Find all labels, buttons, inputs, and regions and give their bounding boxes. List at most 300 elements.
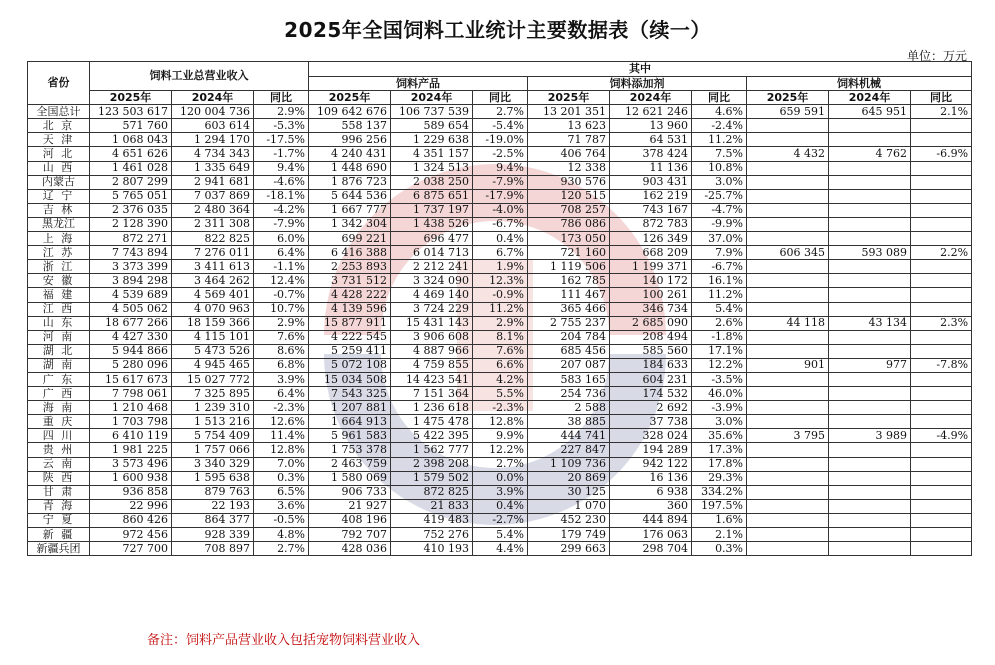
value-cell: [747, 415, 829, 429]
value-cell: 4.2%: [473, 372, 528, 386]
value-cell: 12.8%: [473, 415, 528, 429]
value-cell: 645 951: [829, 105, 911, 119]
province-cell: 河 北: [28, 147, 90, 161]
value-cell: 12 338: [528, 161, 610, 175]
value-cell: 120 004 736: [172, 105, 254, 119]
value-cell: -7.9%: [473, 175, 528, 189]
header-total-revenue: 饲料工业总营业收入: [90, 62, 309, 91]
value-cell: [747, 119, 829, 133]
value-cell: -25.7%: [692, 189, 747, 203]
province-cell: 四 川: [28, 429, 90, 443]
value-cell: 22 193: [172, 499, 254, 513]
value-cell: 9.4%: [473, 161, 528, 175]
value-cell: 2 212 241: [391, 260, 473, 274]
value-cell: [747, 443, 829, 457]
value-cell: 1 119 506: [528, 260, 610, 274]
value-cell: 11.2%: [473, 302, 528, 316]
value-cell: 30 125: [528, 485, 610, 499]
header-yoy: 同比: [911, 91, 972, 105]
value-cell: 2 941 681: [172, 175, 254, 189]
value-cell: -1.8%: [692, 330, 747, 344]
table-row: [28, 147, 972, 161]
value-cell: 64 531: [610, 133, 692, 147]
province-cell: 江 苏: [28, 246, 90, 260]
value-cell: [747, 217, 829, 231]
value-cell: 13 201 351: [528, 105, 610, 119]
value-cell: 5 754 409: [172, 429, 254, 443]
value-cell: [747, 175, 829, 189]
value-cell: 7 325 895: [172, 387, 254, 401]
value-cell: [829, 232, 911, 246]
value-cell: 659 591: [747, 105, 829, 119]
value-cell: [747, 232, 829, 246]
value-cell: 6.6%: [473, 358, 528, 372]
value-cell: [747, 401, 829, 415]
value-cell: [911, 133, 972, 147]
value-cell: 7.6%: [473, 344, 528, 358]
value-cell: 299 663: [528, 542, 610, 556]
value-cell: 7.5%: [692, 147, 747, 161]
value-cell: 860 426: [90, 513, 172, 527]
value-cell: 4.4%: [473, 542, 528, 556]
value-cell: 593 089: [829, 246, 911, 260]
table-row: [28, 401, 972, 415]
table-row: [28, 387, 972, 401]
value-cell: 1 294 170: [172, 133, 254, 147]
value-cell: 4.6%: [692, 105, 747, 119]
value-cell: 1 703 798: [90, 415, 172, 429]
value-cell: 604 231: [610, 372, 692, 386]
value-cell: 0.3%: [692, 542, 747, 556]
value-cell: 1 335 649: [172, 161, 254, 175]
value-cell: [829, 189, 911, 203]
province-cell: 广 东: [28, 372, 90, 386]
value-cell: 1 475 478: [391, 415, 473, 429]
value-cell: 2.3%: [911, 316, 972, 330]
value-cell: 10.7%: [254, 302, 309, 316]
value-cell: 872 783: [610, 217, 692, 231]
value-cell: [747, 274, 829, 288]
table-row: [28, 415, 972, 429]
value-cell: 6 875 651: [391, 189, 473, 203]
value-cell: 1 757 066: [172, 443, 254, 457]
value-cell: 1 981 225: [90, 443, 172, 457]
value-cell: 16 136: [610, 471, 692, 485]
province-cell: 新 疆: [28, 528, 90, 542]
value-cell: -7.8%: [911, 358, 972, 372]
value-cell: [829, 485, 911, 499]
value-cell: 15 034 508: [309, 372, 391, 386]
value-cell: 2 685 090: [610, 316, 692, 330]
table-row: [28, 119, 972, 133]
value-cell: 173 050: [528, 232, 610, 246]
value-cell: [911, 288, 972, 302]
value-cell: 0.0%: [473, 471, 528, 485]
value-cell: 3.9%: [254, 372, 309, 386]
value-cell: 12.2%: [692, 358, 747, 372]
value-cell: [911, 119, 972, 133]
value-cell: 12.3%: [473, 274, 528, 288]
value-cell: 20 869: [528, 471, 610, 485]
value-cell: 38 885: [528, 415, 610, 429]
value-cell: -4.9%: [911, 429, 972, 443]
value-cell: 4 139 596: [309, 302, 391, 316]
table-row: [28, 429, 972, 443]
value-cell: 35.6%: [692, 429, 747, 443]
value-cell: 13 623: [528, 119, 610, 133]
header-year-2024: 2024年: [829, 91, 911, 105]
value-cell: [829, 260, 911, 274]
value-cell: [747, 528, 829, 542]
table-row: [28, 499, 972, 513]
value-cell: -0.5%: [254, 513, 309, 527]
value-cell: 2 807 299: [90, 175, 172, 189]
value-cell: [829, 471, 911, 485]
value-cell: 4 222 545: [309, 330, 391, 344]
table-row: [28, 528, 972, 542]
value-cell: 6 416 388: [309, 246, 391, 260]
value-cell: 603 614: [172, 119, 254, 133]
table-row: [28, 260, 972, 274]
value-cell: 7.6%: [254, 330, 309, 344]
value-cell: 207 087: [528, 358, 610, 372]
header-machinery: 饲料机械: [747, 77, 972, 91]
value-cell: 4 651 626: [90, 147, 172, 161]
province-cell: 内蒙古: [28, 175, 90, 189]
province-cell: 重 庆: [28, 415, 90, 429]
value-cell: 410 193: [391, 542, 473, 556]
value-cell: 872 271: [90, 232, 172, 246]
value-cell: [747, 330, 829, 344]
value-cell: 6.4%: [254, 246, 309, 260]
value-cell: 903 431: [610, 175, 692, 189]
value-cell: [747, 133, 829, 147]
value-cell: [911, 443, 972, 457]
province-cell: 吉 林: [28, 203, 90, 217]
value-cell: 176 063: [610, 528, 692, 542]
value-cell: 334.2%: [692, 485, 747, 499]
value-cell: 9.9%: [473, 429, 528, 443]
province-cell: 浙 江: [28, 260, 90, 274]
value-cell: 15 431 143: [391, 316, 473, 330]
table-row: [28, 232, 972, 246]
value-cell: [911, 217, 972, 231]
value-cell: 2 480 364: [172, 203, 254, 217]
value-cell: 15 617 673: [90, 372, 172, 386]
value-cell: 5.4%: [692, 302, 747, 316]
value-cell: [911, 203, 972, 217]
value-cell: 3 464 262: [172, 274, 254, 288]
province-cell: 安 徽: [28, 274, 90, 288]
value-cell: 12.8%: [254, 443, 309, 457]
value-cell: 15 027 772: [172, 372, 254, 386]
value-cell: [829, 288, 911, 302]
value-cell: 2.7%: [473, 457, 528, 471]
table-row: [28, 161, 972, 175]
header-additives: 饲料添加剂: [528, 77, 747, 91]
value-cell: [829, 387, 911, 401]
page-title: 2025年全国饲料工业统计主要数据表（续一）: [284, 18, 711, 42]
value-cell: 1 580 069: [309, 471, 391, 485]
value-cell: 7 037 869: [172, 189, 254, 203]
value-cell: 6 938: [610, 485, 692, 499]
value-cell: 140 172: [610, 274, 692, 288]
value-cell: [829, 161, 911, 175]
table-body: [28, 105, 972, 556]
value-cell: 1 109 736: [528, 457, 610, 471]
value-cell: -6.7%: [692, 260, 747, 274]
value-cell: 558 137: [309, 119, 391, 133]
province-cell: 天 津: [28, 133, 90, 147]
value-cell: 346 734: [610, 302, 692, 316]
table-row: [28, 288, 972, 302]
value-cell: 0.4%: [473, 499, 528, 513]
value-cell: 3 731 512: [309, 274, 391, 288]
value-cell: 685 456: [528, 344, 610, 358]
value-cell: [911, 232, 972, 246]
value-cell: -0.7%: [254, 288, 309, 302]
table-row: [28, 274, 972, 288]
province-cell: 新疆兵团: [28, 542, 90, 556]
value-cell: 4 759 855: [391, 358, 473, 372]
value-cell: 1 070: [528, 499, 610, 513]
value-cell: 996 256: [309, 133, 391, 147]
value-cell: 8.1%: [473, 330, 528, 344]
value-cell: [911, 189, 972, 203]
value-cell: 17.8%: [692, 457, 747, 471]
value-cell: 0.3%: [254, 471, 309, 485]
value-cell: [829, 119, 911, 133]
value-cell: 906 733: [309, 485, 391, 499]
value-cell: 4 351 157: [391, 147, 473, 161]
value-cell: 428 036: [309, 542, 391, 556]
value-cell: [829, 528, 911, 542]
value-cell: [911, 401, 972, 415]
value-cell: -9.9%: [692, 217, 747, 231]
value-cell: 14 423 541: [391, 372, 473, 386]
value-cell: [829, 274, 911, 288]
value-cell: 197.5%: [692, 499, 747, 513]
province-cell: 海 南: [28, 401, 90, 415]
value-cell: 4 762: [829, 147, 911, 161]
value-cell: -17.5%: [254, 133, 309, 147]
value-cell: 444 894: [610, 513, 692, 527]
value-cell: 17.1%: [692, 344, 747, 358]
value-cell: 11 136: [610, 161, 692, 175]
table-row: [28, 457, 972, 471]
value-cell: [747, 485, 829, 499]
value-cell: 111 467: [528, 288, 610, 302]
value-cell: [911, 513, 972, 527]
value-cell: 972 456: [90, 528, 172, 542]
value-cell: [747, 387, 829, 401]
value-cell: 1 210 468: [90, 401, 172, 415]
header-province: 省份: [28, 62, 90, 105]
value-cell: 7 543 325: [309, 387, 391, 401]
value-cell: 4 115 101: [172, 330, 254, 344]
value-cell: 5 473 526: [172, 344, 254, 358]
value-cell: 7.0%: [254, 457, 309, 471]
value-cell: -5.3%: [254, 119, 309, 133]
value-cell: 2 376 035: [90, 203, 172, 217]
value-cell: 1 461 028: [90, 161, 172, 175]
value-cell: 1 562 777: [391, 443, 473, 457]
table-row: [28, 302, 972, 316]
value-cell: 822 825: [172, 232, 254, 246]
value-cell: -4.7%: [692, 203, 747, 217]
value-cell: 2.9%: [254, 105, 309, 119]
value-cell: [829, 330, 911, 344]
header-among: 其中: [309, 62, 972, 77]
value-cell: 4.8%: [254, 528, 309, 542]
value-cell: 328 024: [610, 429, 692, 443]
value-cell: 2 588: [528, 401, 610, 415]
value-cell: 3 906 608: [391, 330, 473, 344]
value-cell: 1 199 371: [610, 260, 692, 274]
value-cell: 2 253 893: [309, 260, 391, 274]
value-cell: 419 483: [391, 513, 473, 527]
value-cell: 3 894 298: [90, 274, 172, 288]
value-cell: [911, 542, 972, 556]
value-cell: 1 513 216: [172, 415, 254, 429]
value-cell: -18.1%: [254, 189, 309, 203]
value-cell: 6.0%: [254, 232, 309, 246]
province-cell: 福 建: [28, 288, 90, 302]
value-cell: 12 621 246: [610, 105, 692, 119]
value-cell: 585 560: [610, 344, 692, 358]
province-cell: 上 海: [28, 232, 90, 246]
value-cell: [747, 260, 829, 274]
value-cell: [829, 203, 911, 217]
header-yoy: 同比: [692, 91, 747, 105]
header-year-2024: 2024年: [172, 91, 254, 105]
table-row: [28, 542, 972, 556]
value-cell: 21 927: [309, 499, 391, 513]
header-year-2024: 2024年: [610, 91, 692, 105]
value-cell: 1 207 881: [309, 401, 391, 415]
table-row: [28, 133, 972, 147]
value-cell: 2 398 208: [391, 457, 473, 471]
value-cell: 3 373 399: [90, 260, 172, 274]
value-cell: 12.2%: [473, 443, 528, 457]
value-cell: 3.0%: [692, 175, 747, 189]
value-cell: 4 469 140: [391, 288, 473, 302]
value-cell: 15 877 911: [309, 316, 391, 330]
value-cell: 179 749: [528, 528, 610, 542]
value-cell: [911, 175, 972, 189]
value-cell: 18 677 266: [90, 316, 172, 330]
value-cell: 7.9%: [692, 246, 747, 260]
province-cell: 全国总计: [28, 105, 90, 119]
value-cell: [747, 161, 829, 175]
province-cell: 宁 夏: [28, 513, 90, 527]
province-cell: 山 东: [28, 316, 90, 330]
value-cell: 1 438 526: [391, 217, 473, 231]
value-cell: 3.9%: [473, 485, 528, 499]
value-cell: 2 311 308: [172, 217, 254, 231]
value-cell: 571 760: [90, 119, 172, 133]
value-cell: 444 741: [528, 429, 610, 443]
value-cell: 4 505 062: [90, 302, 172, 316]
value-cell: 123 503 617: [90, 105, 172, 119]
value-cell: 708 257: [528, 203, 610, 217]
header-yoy: 同比: [254, 91, 309, 105]
value-cell: 2 463 759: [309, 457, 391, 471]
value-cell: 668 209: [610, 246, 692, 260]
value-cell: 4 945 465: [172, 358, 254, 372]
unit-label: 单位：万元: [906, 49, 967, 63]
value-cell: 21 833: [391, 499, 473, 513]
value-cell: 583 165: [528, 372, 610, 386]
table-row: [28, 217, 972, 231]
value-cell: 3 411 613: [172, 260, 254, 274]
value-cell: 106 737 539: [391, 105, 473, 119]
value-cell: 12.6%: [254, 415, 309, 429]
value-cell: 162 219: [610, 189, 692, 203]
value-cell: [911, 302, 972, 316]
value-cell: 109 642 676: [309, 105, 391, 119]
value-cell: [911, 372, 972, 386]
value-cell: 2 128 390: [90, 217, 172, 231]
value-cell: 208 494: [610, 330, 692, 344]
province-cell: 北 京: [28, 119, 90, 133]
value-cell: [747, 288, 829, 302]
value-cell: [829, 513, 911, 527]
value-cell: [747, 302, 829, 316]
value-cell: 6.4%: [254, 387, 309, 401]
province-cell: 江 西: [28, 302, 90, 316]
table-row: [28, 316, 972, 330]
value-cell: 699 221: [309, 232, 391, 246]
value-cell: 6.7%: [473, 246, 528, 260]
value-cell: 5 072 108: [309, 358, 391, 372]
value-cell: 71 787: [528, 133, 610, 147]
value-cell: 378 424: [610, 147, 692, 161]
value-cell: 4 428 222: [309, 288, 391, 302]
value-cell: 11.4%: [254, 429, 309, 443]
value-cell: 606 345: [747, 246, 829, 260]
value-cell: 3 340 329: [172, 457, 254, 471]
table-row: [28, 175, 972, 189]
value-cell: -4.6%: [254, 175, 309, 189]
province-cell: 贵 州: [28, 443, 90, 457]
header-feed-products: 饲料产品: [309, 77, 528, 91]
value-cell: 11.2%: [692, 133, 747, 147]
value-cell: [911, 457, 972, 471]
value-cell: [911, 485, 972, 499]
value-cell: [829, 175, 911, 189]
province-cell: 青 海: [28, 499, 90, 513]
value-cell: 3 724 229: [391, 302, 473, 316]
value-cell: 1 236 618: [391, 401, 473, 415]
table-row: [28, 471, 972, 485]
value-cell: 743 167: [610, 203, 692, 217]
value-cell: [911, 471, 972, 485]
value-cell: [829, 372, 911, 386]
value-cell: 1.9%: [473, 260, 528, 274]
value-cell: 3 573 496: [90, 457, 172, 471]
value-cell: [911, 161, 972, 175]
value-cell: 18 159 366: [172, 316, 254, 330]
value-cell: 2.1%: [692, 528, 747, 542]
value-cell: 977: [829, 358, 911, 372]
value-cell: 43 134: [829, 316, 911, 330]
value-cell: 2.9%: [254, 316, 309, 330]
value-cell: [829, 401, 911, 415]
province-cell: 云 南: [28, 457, 90, 471]
value-cell: -4.2%: [254, 203, 309, 217]
value-cell: -1.7%: [254, 147, 309, 161]
